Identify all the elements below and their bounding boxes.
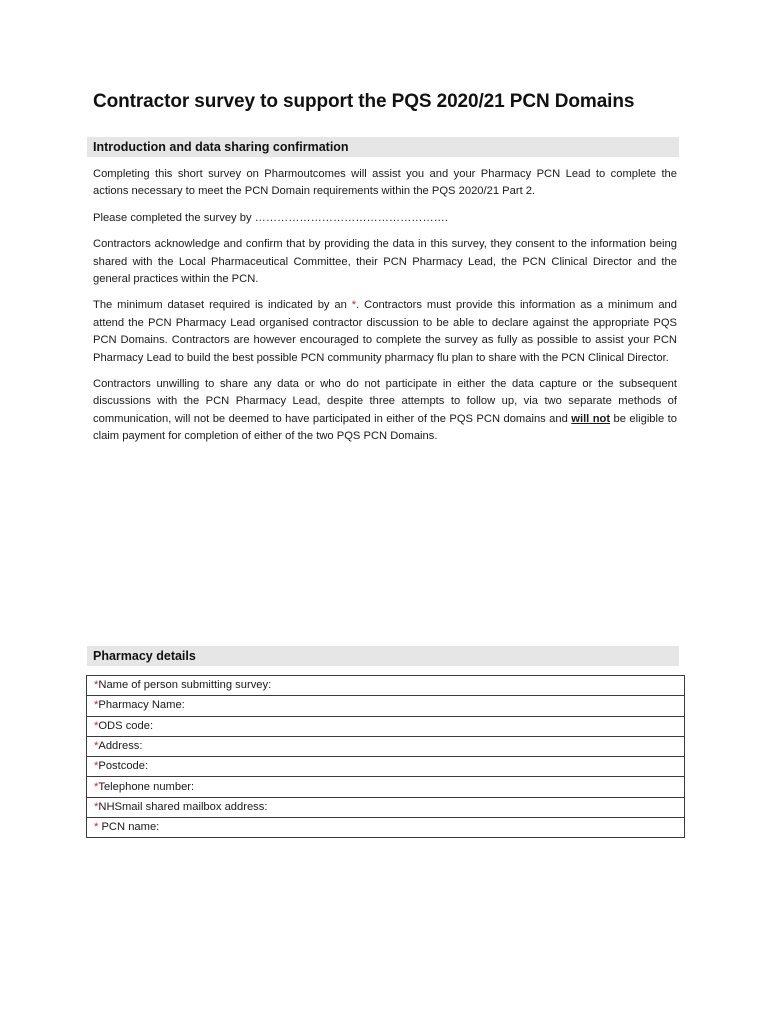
document-title: Contractor survey to support the PQS 2020/21 PCN Domains (93, 91, 635, 112)
field-pharmacy-name[interactable] (87, 696, 685, 716)
table-row (87, 676, 685, 696)
table-row (87, 716, 685, 736)
required-asterisk: * (351, 299, 357, 312)
table-row (87, 777, 685, 797)
field-label: Postcode: (98, 760, 149, 773)
required-asterisk: * (94, 760, 99, 773)
field-label: Pharmacy Name: (98, 699, 185, 712)
intro-body (93, 166, 677, 455)
field-label: NHSmail shared mailbox address: (98, 800, 268, 813)
field-telephone[interactable] (87, 777, 685, 797)
field-label: Telephone number: (98, 780, 195, 793)
intro-paragraph-consent: Contractors acknowledge and confirm that by providing the data in this survey, they consent to the information being shared with the Local Pharmaceutical Committee, their PCN Pharmacy Lead, the PCN Clinical Director and the general practices within the PCN. (93, 238, 677, 286)
required-asterisk: * (94, 679, 99, 692)
pharmacy-details-table (86, 675, 685, 838)
table-row (87, 757, 685, 777)
required-asterisk: * (94, 740, 99, 753)
field-pcn-name[interactable] (87, 818, 685, 838)
pharmacy-details-heading: Pharmacy details (87, 646, 679, 666)
required-asterisk: * (94, 821, 102, 834)
intro-section-heading: Introduction and data sharing confirmation (87, 137, 679, 157)
field-label: Name of person submitting survey: (98, 679, 272, 692)
table-row (87, 736, 685, 756)
field-nhsmail-address[interactable] (87, 797, 685, 817)
minimum-dataset-text-after: . Contractors must provide this information as a minimum and attend the PCN Pharmacy Lead organised contractor discussion to be able to declare against the appropriate PQS PCN Domains. Contractors are however encouraged to complete the survey as fully as possible to assist your PCN Pharmacy Lead to build the best possible PCN community pharmacy flu plan to share with the PCN Clinical Director. (93, 299, 677, 364)
intro-paragraph-non-participation (93, 376, 677, 446)
field-label: ODS code: (98, 719, 154, 732)
intro-paragraph-survey-purpose: Completing this short survey on Pharmoutcomes will assist you and your Pharmacy PCN Lead to complete the actions necessary to meet the PCN Domain requirements within the PQS 2020/21 Part 2. (93, 168, 677, 198)
minimum-dataset-text-before: The minimum dataset required is indicated by an (93, 299, 352, 312)
field-postcode[interactable] (87, 757, 685, 777)
table-row (87, 696, 685, 716)
non-participation-text-after: be eligible to claim payment for completion of either of the two PQS PCN Domains. (93, 412, 677, 443)
field-ods-code[interactable] (87, 716, 685, 736)
field-submitter-name[interactable] (87, 676, 685, 696)
required-asterisk: * (94, 699, 99, 712)
table-row (87, 818, 685, 838)
field-address[interactable] (87, 736, 685, 756)
required-asterisk: * (94, 780, 99, 793)
non-participation-text-before: Contractors unwilling to share any data or who do not participate in either the data capture or the subsequent discussions with the PCN Pharmacy Lead, despite three attempts to follow up, via two separate methods of communication, will not be deemed to have participated in either of the PQS PCN domains and (93, 378, 677, 425)
required-asterisk: * (94, 800, 99, 813)
table-row (87, 797, 685, 817)
field-label: Address: (98, 740, 143, 753)
field-label: PCN name: (101, 821, 160, 834)
intro-paragraph-deadline: Please completed the survey by ……………………………………………. (93, 211, 448, 224)
will-not-emphasis: will not (571, 412, 611, 425)
required-asterisk: * (94, 719, 99, 732)
intro-paragraph-minimum-dataset (93, 297, 677, 367)
